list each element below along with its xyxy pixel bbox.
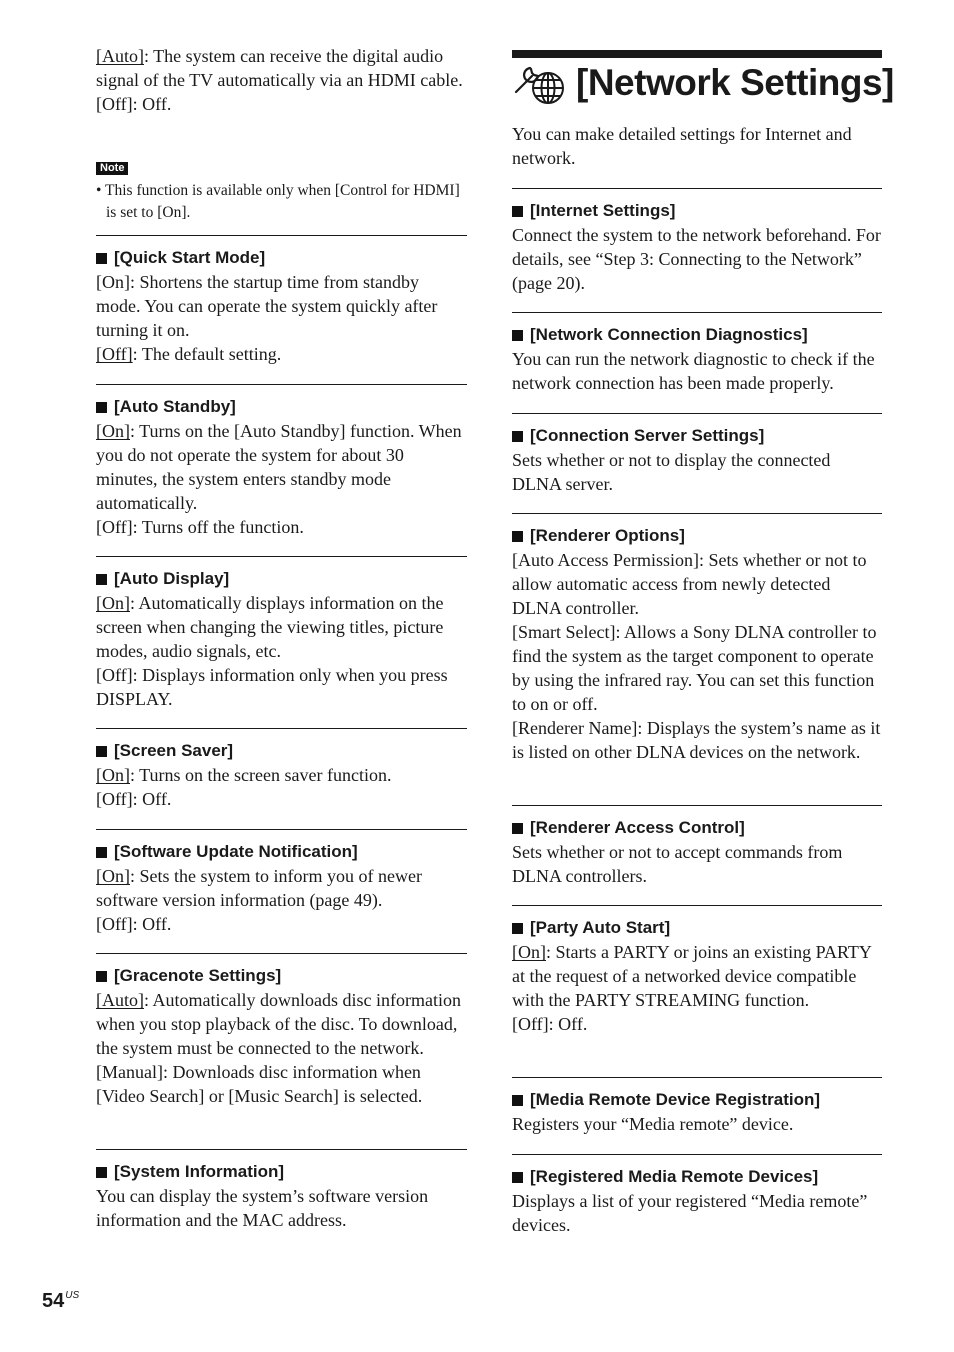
option-line (96, 763, 467, 787)
page-title: [Network Settings] (576, 62, 894, 103)
heading-text: [Registered Media Remote Devices] (530, 1167, 819, 1186)
section-internet-settings (512, 199, 882, 295)
section-quick-start-mode (96, 246, 467, 366)
section-auto-standby (96, 395, 467, 539)
divider (96, 728, 467, 729)
square-bullet-icon (512, 206, 523, 217)
note-badge: Note (96, 162, 128, 175)
divider (96, 953, 467, 954)
heading-text: [Media Remote Device Registration] (530, 1090, 821, 1109)
divider (512, 188, 882, 189)
section-heading (512, 323, 882, 347)
heading-text: [Gracenote Settings] (114, 966, 282, 985)
heading-text: [Auto Standby] (114, 397, 236, 416)
option-line (96, 912, 467, 936)
option-line (96, 787, 467, 811)
heading-text: [Party Auto Start] (530, 918, 671, 937)
square-bullet-icon (96, 1167, 107, 1178)
square-bullet-icon (96, 746, 107, 757)
section-heading (96, 246, 467, 270)
divider (512, 1077, 882, 1078)
option-text: [Off]: Turns off the function. (96, 517, 304, 537)
section-heading (96, 567, 467, 591)
underlined-default: [On] (96, 593, 130, 613)
heading-text: [Renderer Options] (530, 526, 685, 545)
square-bullet-icon (512, 531, 523, 542)
option-line: You can run the network diagnostic to check if the network connection has been made properly. (512, 349, 875, 393)
option-line (96, 515, 467, 539)
divider (96, 829, 467, 830)
option-line (96, 663, 467, 711)
square-bullet-icon (512, 823, 523, 834)
underlined-default: [On] (96, 765, 130, 785)
divider (512, 413, 882, 414)
divider (96, 235, 467, 236)
section-screen-saver (96, 739, 467, 811)
divider (96, 556, 467, 557)
option-text: You can display the system’s software version information and the MAC address. (96, 1186, 429, 1230)
underlined-default: [On] (96, 421, 130, 441)
option-text: [Manual]: Downloads disc information when [Video Search] or [Music Search] is selected. (96, 1062, 423, 1106)
option-line: [Off]: Off. (512, 1014, 588, 1034)
square-bullet-icon (96, 971, 107, 982)
heading-text: [Software Update Notification] (114, 842, 358, 861)
intro-text: You can make detailed settings for Internet and network. (512, 124, 852, 168)
section-heading (96, 964, 467, 988)
page-number-value: 54 (42, 1290, 65, 1312)
option-line: Sets whether or not to display the connected DLNA server. (512, 450, 831, 494)
section-renderer-access-control (512, 816, 882, 888)
underlined-default: [Auto] (96, 990, 144, 1010)
square-bullet-icon (96, 253, 107, 264)
option-line: Connect the system to the network beforehand. For details, see “Step 3: Connecting to the Network” (page 20). (512, 225, 881, 293)
divider (512, 905, 882, 906)
heading-text: [Connection Server Settings] (530, 426, 765, 445)
option-text: [Off]: Off. (96, 789, 172, 809)
section-heading (96, 395, 467, 419)
section-network-connection-diagnostics (512, 323, 882, 395)
option-line: Registers your “Media remote” device. (512, 1114, 794, 1134)
page-number (42, 1284, 79, 1313)
option-line (96, 988, 467, 1060)
square-bullet-icon (512, 1172, 523, 1183)
option-line (96, 342, 467, 366)
underlined-default: [Off] (96, 344, 133, 364)
heading-text: [Auto Display] (114, 569, 230, 588)
heading-text: [Renderer Access Control] (530, 818, 745, 837)
section-heading (512, 1088, 882, 1112)
underlined-default: [Auto] (96, 46, 144, 66)
section-connection-server-settings (512, 424, 882, 496)
divider (512, 312, 882, 313)
heading-text: [Network Connection Diagnostics] (530, 325, 808, 344)
square-bullet-icon (96, 847, 107, 858)
heading-text: [System Information] (114, 1162, 285, 1181)
section-software-update-notification (96, 840, 467, 936)
heading-text: [Screen Saver] (114, 741, 234, 760)
option-text: : Turns on the [Auto Standby] function. When you do not operate the system for about 30 minutes, the system enters standby mode automatically. (96, 421, 462, 513)
section-heading (96, 1160, 467, 1184)
square-bullet-icon (96, 574, 107, 585)
note-text-content: • This function is available only when [Control for HDMI] is set to [On]. (96, 182, 460, 221)
heading-text: [Internet Settings] (530, 201, 676, 220)
option-text: : Sets the system to inform you of newer software version information (page 49). (96, 866, 422, 910)
section-heading (512, 524, 882, 548)
square-bullet-icon (512, 330, 523, 341)
option-text: : The system can receive the digital audio signal of the TV automatically via an HDMI cable. (96, 46, 463, 90)
section-heading (512, 199, 882, 223)
option-line: [Smart Select]: Allows a Sony DLNA controller to find the system as the target component to operate by using the infrared ray. You can set this function to on or off. (512, 622, 877, 714)
section-heading (512, 916, 882, 940)
option-line (96, 1184, 467, 1232)
underlined-default: [On] (96, 866, 130, 886)
option-text: : Automatically downloads disc information when you stop playback of the disc. To download, the system must be connected to the network. (96, 990, 461, 1058)
section-renderer-options (512, 524, 882, 764)
divider (96, 384, 467, 385)
section-heading (96, 739, 467, 763)
square-bullet-icon (512, 1095, 523, 1106)
section-heading (512, 424, 882, 448)
option-text: : Automatically displays information on the screen when changing the viewing titles, picture modes, audio signals, etc. (96, 593, 444, 661)
section-heading (512, 816, 882, 840)
divider (512, 513, 882, 514)
option-text: : Turns on the screen saver function. (130, 765, 392, 785)
section-heading (96, 840, 467, 864)
hdmi-audio-intro (96, 44, 467, 116)
option-line (96, 864, 467, 912)
underlined-default: [On] (512, 942, 546, 962)
section-heading (512, 1165, 882, 1189)
square-bullet-icon (512, 431, 523, 442)
option-line (96, 419, 467, 515)
section-registered-media-remote-devices (512, 1165, 882, 1237)
option-line (96, 270, 467, 342)
section-gracenote-settings (96, 964, 467, 1108)
page-region-code: US (65, 1290, 80, 1301)
square-bullet-icon (96, 402, 107, 413)
note-block (96, 158, 467, 224)
heading-text: [Quick Start Mode] (114, 248, 266, 267)
section-system-information (96, 1160, 467, 1232)
intro-off-line: [Off]: Off. (96, 94, 172, 114)
title-rule (512, 50, 882, 58)
section-auto-display (96, 567, 467, 711)
option-text: : The default setting. (132, 344, 282, 364)
option-line (96, 591, 467, 663)
network-intro (512, 122, 882, 170)
section-media-remote-device-registration (512, 1088, 882, 1136)
option-text: [On]: Shortens the startup time from standby mode. You can operate the system quickly after turning it on. (96, 272, 438, 340)
option-text: : Starts a PARTY or joins an existing PARTY at the request of a networked device compatible with the PARTY STREAMING function. (512, 942, 872, 1010)
section-party-auto-start (512, 916, 882, 1036)
note-text (96, 180, 467, 224)
intro-auto-line (96, 44, 467, 92)
option-line: [Auto Access Permission]: Sets whether or not to allow automatic access from newly detected DLNA controller. (512, 550, 867, 618)
divider (96, 1149, 467, 1150)
option-line: Displays a list of your registered “Media remote” devices. (512, 1191, 868, 1235)
option-line (512, 940, 882, 1012)
option-text: [Off]: Displays information only when you press DISPLAY. (96, 665, 448, 709)
option-line: [Renderer Name]: Displays the system’s name as it is listed on other DLNA devices on the network. (512, 718, 881, 762)
divider (512, 1154, 882, 1155)
wrench-globe-icon (512, 62, 568, 106)
option-text: [Off]: Off. (96, 914, 172, 934)
option-line: Sets whether or not to accept commands from DLNA controllers. (512, 842, 843, 886)
divider (512, 805, 882, 806)
square-bullet-icon (512, 923, 523, 934)
option-line (96, 1060, 467, 1108)
